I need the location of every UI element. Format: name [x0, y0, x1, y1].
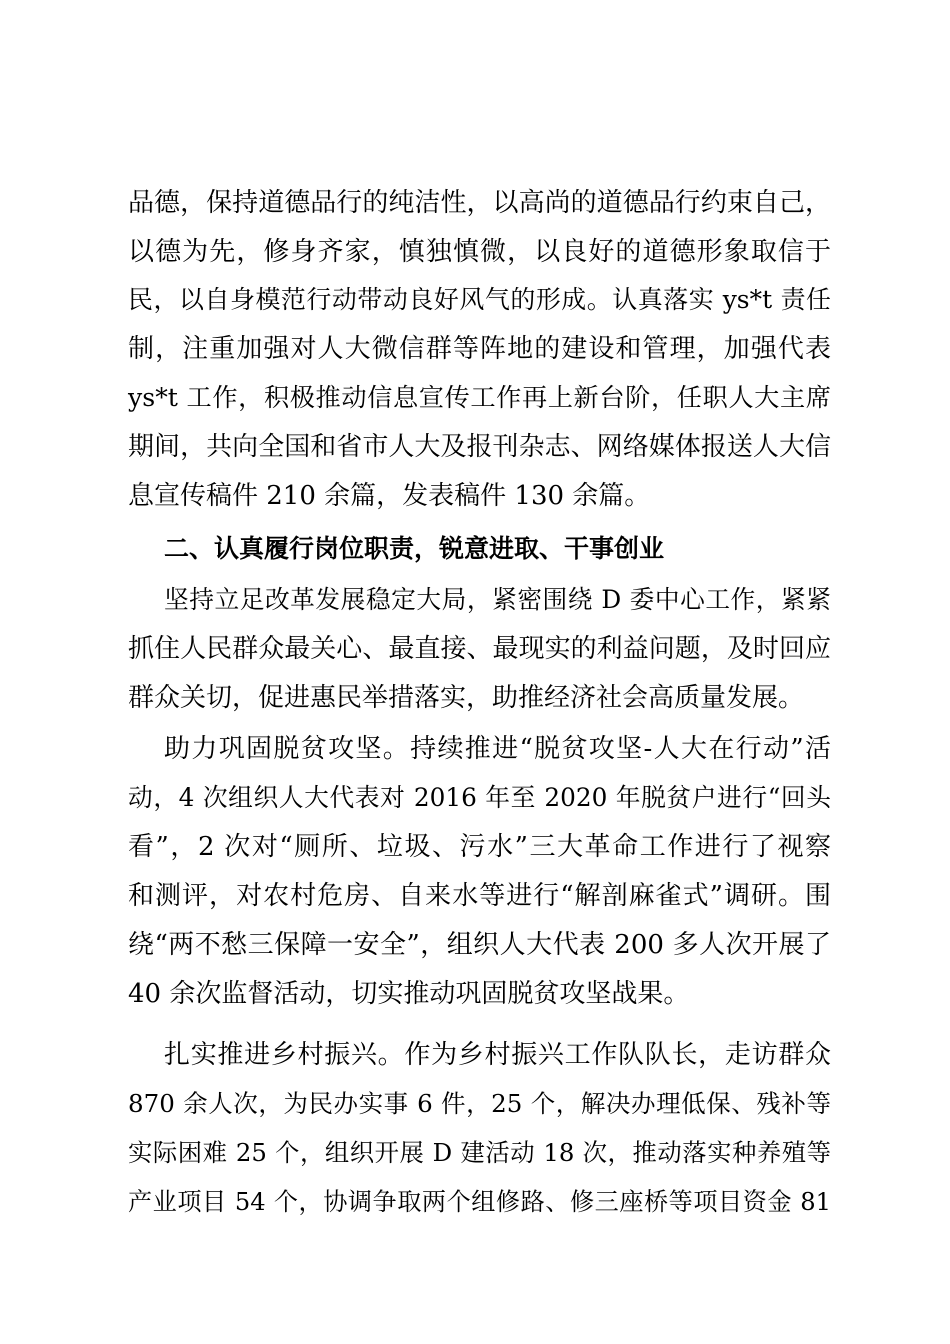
text-line: 和测评，对农村危房、自来水等进行“解剖麻雀式”调研。围: [128, 881, 831, 911]
text-line: 870 余人次，为民办实事 6 件，25 个，解决办理低保、残补等: [128, 1089, 831, 1118]
text-line: 以德为先，修身齐家，慎独慎微，以良好的道德形象取信于: [128, 237, 831, 267]
text-line: 实际困难 25 个，组织开展 D 建活动 18 次，推动落实种养殖等: [128, 1138, 831, 1167]
text-line: 品德，保持道德品行的纯洁性，以高尚的道德品行约束自己，: [128, 188, 831, 218]
text-line: 产业项目 54 个，协调争取两个组修路、修三座桥等项目资金 81: [128, 1188, 831, 1216]
text-line: 制，注重加强对人大微信群等阵地的建设和管理，加强代表: [128, 334, 831, 364]
section-heading: 二、认真履行岗位职责，锐意进取、干事创业: [164, 534, 665, 563]
text-line: 期间，共向全国和省市人大及报刊杂志、网络媒体报送人大信: [128, 432, 831, 462]
paragraph-first-line: 助力巩固脱贫攻坚。持续推进“脱贫攻坚-人大在行动”活: [164, 734, 831, 764]
text-line: 40 余次监督活动，切实推动巩固脱贫攻坚战果。: [128, 979, 690, 1009]
paragraph-first-line: 扎实推进乡村振兴。作为乡村振兴工作队队长，走访群众: [164, 1040, 831, 1070]
text-line: 看”，2 次对“厕所、垃圾、污水”三大革命工作进行了视察: [128, 832, 831, 862]
text-line: 绕“两不愁三保障一安全”，组织人大代表 200 多人次开展了: [128, 930, 831, 960]
text-line: 民，以自身模范行动带动良好风气的形成。认真落实 ys*t 责任: [128, 285, 831, 314]
paragraph-first-line: 坚持立足改革发展稳定大局，紧密围绕 D 委中心工作，紧紧: [164, 585, 831, 614]
text-line: 息宣传稿件 210 余篇，发表稿件 130 余篇。: [128, 481, 651, 511]
text-line: 群众关切，促进惠民举措落实，助推经济社会高质量发展。: [128, 683, 805, 713]
text-line: ys*t 工作，积极推动信息宣传工作再上新台阶，任职人大主席: [128, 383, 831, 412]
text-line: 动，4 次组织人大代表对 2016 年至 2020 年脱贫户进行“回头: [128, 783, 831, 812]
text-line: 抓住人民群众最关心、最直接、最现实的利益问题，及时回应: [128, 634, 831, 664]
